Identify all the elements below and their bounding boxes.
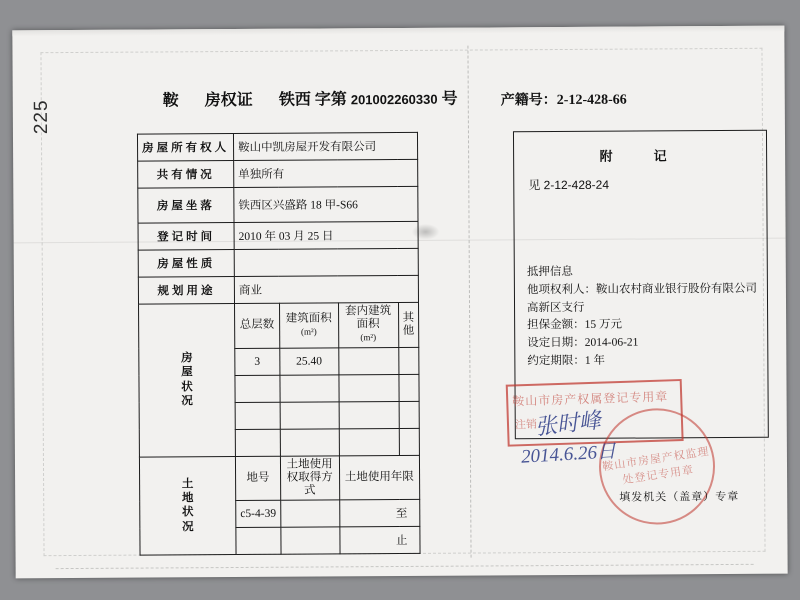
land-value-acquisition	[281, 500, 340, 527]
property-registry-number	[501, 89, 627, 110]
mortgage-title: 抵押信息	[526, 265, 573, 279]
cancellation-stamp-text: 鞍山市房产权属登记专用章	[512, 389, 669, 409]
table-row	[138, 186, 418, 223]
house-blank-cell	[399, 401, 420, 428]
side-page-number: 225	[30, 99, 52, 135]
house-value-building-area: 25.40	[280, 348, 339, 375]
house-header-inner-area: 套内建筑面积 (m²)	[338, 303, 398, 348]
cancellation-stamp-subtext: 注销	[514, 418, 538, 432]
house-blank-cell	[399, 428, 420, 455]
land-blank-cell	[281, 527, 340, 554]
row-label-location: 房屋坐落	[138, 188, 234, 224]
row-value-registration-time: 2010 年 03 月 25 日	[234, 221, 418, 249]
appendix-heading: 附 记	[599, 148, 681, 164]
registry-number-label: 产籍号：	[500, 93, 557, 109]
row-value-owner: 鞍山中凯房屋开发有限公司	[233, 132, 417, 160]
house-header-other: 其 他	[398, 302, 419, 347]
land-header-term: 土地使用年限	[339, 455, 420, 500]
row-label-owner: 房屋所有权人	[137, 134, 233, 162]
registry-round-stamp-text: 鞍山市房屋产权监理处登记专用章	[601, 445, 711, 487]
mortgage-line-date: 设定日期：2014-06-21	[527, 336, 639, 350]
mortgage-line-amount: 担保金额：15 万元	[527, 319, 623, 332]
house-blank-cell	[235, 402, 280, 429]
house-blank-cell	[339, 428, 399, 455]
section-label-land-status-text: 土 地 状 况	[181, 478, 194, 534]
house-blank-cell	[398, 374, 419, 401]
row-label-planned-use: 规划用途	[138, 277, 234, 305]
row-value-location: 铁西区兴盛路 18 甲-S66	[234, 186, 418, 222]
house-blank-cell	[235, 375, 280, 402]
house-blank-cell	[280, 429, 339, 456]
house-value-other	[398, 347, 419, 374]
title-number: 201002260330	[350, 91, 438, 108]
handwritten-date: 2014.6.26日	[520, 441, 617, 468]
section-label-house-status	[139, 304, 236, 457]
certificate-sheet	[12, 26, 787, 579]
house-blank-cell	[235, 429, 280, 456]
document-title	[163, 86, 458, 111]
house-value-inner-area	[338, 347, 398, 374]
house-blank-cell	[280, 375, 339, 402]
house-header-total-floors: 总层数	[235, 303, 280, 348]
row-label-registration-time: 登记时间	[138, 223, 234, 251]
land-value-parcel-number: c5-4-39	[236, 501, 281, 528]
land-header-acquisition: 土地使用权取得方式	[280, 456, 339, 501]
house-blank-cell	[280, 402, 339, 429]
land-header-parcel-number: 地号	[235, 456, 280, 501]
table-row	[138, 221, 418, 250]
land-term-end: 止	[339, 527, 420, 554]
handwritten-signature: 张时峰	[533, 407, 603, 440]
mortgage-info	[527, 263, 758, 371]
issuing-authority-note: 填发机关（盖章）专章	[619, 490, 740, 504]
title-series: 铁西 字第	[278, 91, 347, 109]
house-header-building-area: 建筑面积 (m²)	[279, 303, 338, 348]
row-value-co-ownership: 单独所有	[234, 159, 418, 187]
table-row	[139, 302, 419, 348]
house-blank-cell	[339, 401, 399, 428]
section-label-land-status	[139, 456, 236, 555]
house-blank-cell	[338, 374, 398, 401]
title-suffix: 号	[441, 90, 458, 108]
row-value-planned-use: 商业	[234, 275, 418, 303]
row-label-co-ownership: 共有情况	[138, 161, 234, 189]
row-value-house-nature	[234, 248, 418, 276]
table-row	[139, 455, 419, 501]
table-row	[138, 159, 418, 188]
land-blank-cell	[236, 528, 281, 555]
house-value-total-floors: 3	[235, 348, 280, 375]
title-main: 房权证	[204, 91, 253, 110]
land-term-start: 至	[339, 500, 420, 527]
perforation-line-horizontal	[56, 564, 754, 569]
section-label-house-status-text: 房 屋 状 况	[181, 352, 193, 408]
mortgage-line-term: 约定期限：1 年	[527, 354, 606, 368]
certificate-main-table	[137, 132, 421, 556]
table-row	[138, 248, 418, 277]
appendix-see-reference: 见 2-12-428-24	[528, 177, 610, 193]
row-label-house-nature: 房屋性质	[138, 250, 234, 278]
registry-number-value: 2-12-428-66	[556, 92, 627, 109]
table-row	[138, 275, 418, 304]
table-row	[137, 132, 417, 161]
title-prefix: 鞍	[162, 92, 179, 110]
mortgage-line-holder: 他项权利人：鞍山农村商业银行股份有限公司高新区支行	[526, 282, 757, 314]
